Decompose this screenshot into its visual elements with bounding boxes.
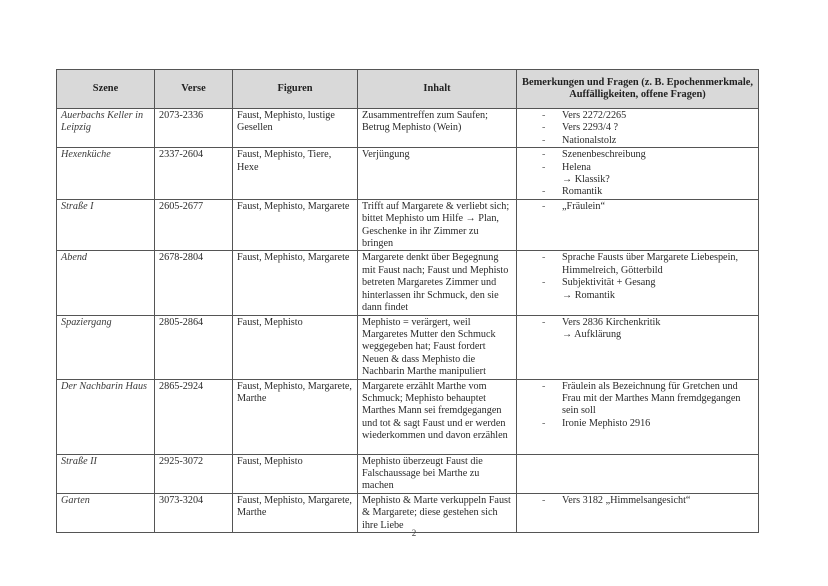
remark-bullet-item: - Nationalstolz [540,135,754,147]
content-cell: Zusammentreffen zum Saufen; Betrug Mephisto (Wein) [358,109,517,148]
table-row [57,109,759,148]
scene-cell: Auerbachs Keller in Leipzig [57,109,155,148]
remark-bullet-item: - Fräulein als Bezeichnung für Gretchen und Frau mit der Marthes Mann fremdgegangen sein soll [540,381,754,418]
remark-bullet-item: - Romantik [540,186,754,198]
remarks-list [521,201,754,213]
figures-cell: Faust, Mephisto, lustige Gesellen [233,109,358,148]
content-cell: Mephisto = verärgert, weil Margaretes Mutter den Schmuck weggegeben hat; Faust fordert Neuen & dass Mephisto die Nachbarin Marthe manipuliert [358,315,517,379]
content-cell: Mephisto & Marte verkuppeln Faust & Margarete; diese gestehen sich ihre Liebe [358,493,517,532]
scene-cell: Hexenküche [57,148,155,200]
remarks-list [521,381,754,431]
remarks-list [521,252,754,302]
page-number: 2 [411,528,417,538]
verse-cell: 2865-2924 [155,379,233,454]
verse-cell: 2337-2604 [155,148,233,200]
remark-bullet-item: - Helena [540,162,754,174]
figures-cell: Faust, Mephisto, Margarete, Marthe [233,379,358,454]
scene-table [56,69,759,533]
remarks-cell [517,148,759,200]
figures-cell: Faust, Mephisto [233,315,358,379]
scene-cell: Spaziergang [57,315,155,379]
table-row [57,251,759,315]
table-row [57,379,759,454]
table-row [57,148,759,200]
verse-cell: 2678-2804 [155,251,233,315]
verse-cell: 2605-2677 [155,199,233,251]
scene-cell: Garten [57,493,155,532]
content-cell: Margarete denkt über Begegnung mit Faust nach; Faust und Mephisto betreten Margaretes Zimmer und hinterlassen ihr Schmuck, den sie dann findet [358,251,517,315]
remark-bullet-item: - Vers 2836 Kirchenkritik [540,317,754,329]
verse-cell: 2073-2336 [155,109,233,148]
header-szene: Szene [57,70,155,109]
content-cell: Mephisto überzeugt Faust die Falschaussage bei Marthe zu machen [358,454,517,493]
remarks-cell [517,315,759,379]
remarks-list [521,317,754,342]
content-cell: Trifft auf Margarete & verliebt sich; bittet Mephisto um Hilfe → Plan, Geschenke in ihr Zimmer zu bringen [358,199,517,251]
verse-cell: 3073-3204 [155,493,233,532]
remarks-cell [517,199,759,251]
scene-cell: Straße I [57,199,155,251]
table-header-row [57,70,759,109]
remark-bullet-item: - Vers 2272/2265 [540,110,754,122]
remark-bullet-item: - Ironie Mephisto 2916 [540,418,754,430]
remarks-cell [517,379,759,454]
header-inhalt: Inhalt [358,70,517,109]
scene-cell: Straße II [57,454,155,493]
figures-cell: Faust, Mephisto, Margarete [233,199,358,251]
scene-cell: Abend [57,251,155,315]
figures-cell: Faust, Mephisto, Tiere, Hexe [233,148,358,200]
figures-cell: Faust, Mephisto, Margarete [233,251,358,315]
table-row [57,315,759,379]
figures-cell: Faust, Mephisto [233,454,358,493]
remarks-list [521,110,754,147]
remarks-list [521,149,754,199]
remark-bullet-item: - Szenenbeschreibung [540,149,754,161]
remark-bullet-item: - Vers 3182 „Himmelsangesicht“ [540,495,754,507]
remark-bullet-item: - Sprache Fausts über Margarete Liebespein, Himmelreich, Götterbild [540,252,754,277]
header-verse: Verse [155,70,233,109]
verse-cell: 2925-3072 [155,454,233,493]
header-bemerkungen: Bemerkungen und Fragen (z. B. Epochenmerkmale, Auffälligkeiten, offene Fragen) [517,70,759,109]
remark-sub-item: → Aufklärung [562,328,622,340]
remark-sub-item: → Romantik [562,289,615,301]
table-row [57,199,759,251]
remark-bullet-item: - Subjektivität + Gesang [540,277,754,289]
table-row [57,454,759,493]
scene-cell: Der Nachbarin Haus [57,379,155,454]
remark-sub-item: → Klassik? [562,174,610,186]
content-cell: Margarete erzählt Marthe vom Schmuck; Mephisto behauptet Marthes Mann sei fremdgegangen und tot & sagt Faust und er werden wiederkommen und davon erzählen [358,379,517,454]
remarks-cell [517,109,759,148]
remark-bullet-item: - „Fräulein“ [540,201,754,213]
verse-cell: 2805-2864 [155,315,233,379]
remarks-cell [517,251,759,315]
remarks-list [521,495,754,507]
remark-bullet-item: - Vers 2293/4 ? [540,122,754,134]
remarks-cell [517,454,759,493]
header-figuren: Figuren [233,70,358,109]
table-row [57,493,759,532]
remarks-cell [517,493,759,532]
figures-cell: Faust, Mephisto, Margarete, Marthe [233,493,358,532]
content-cell: Verjüngung [358,148,517,200]
